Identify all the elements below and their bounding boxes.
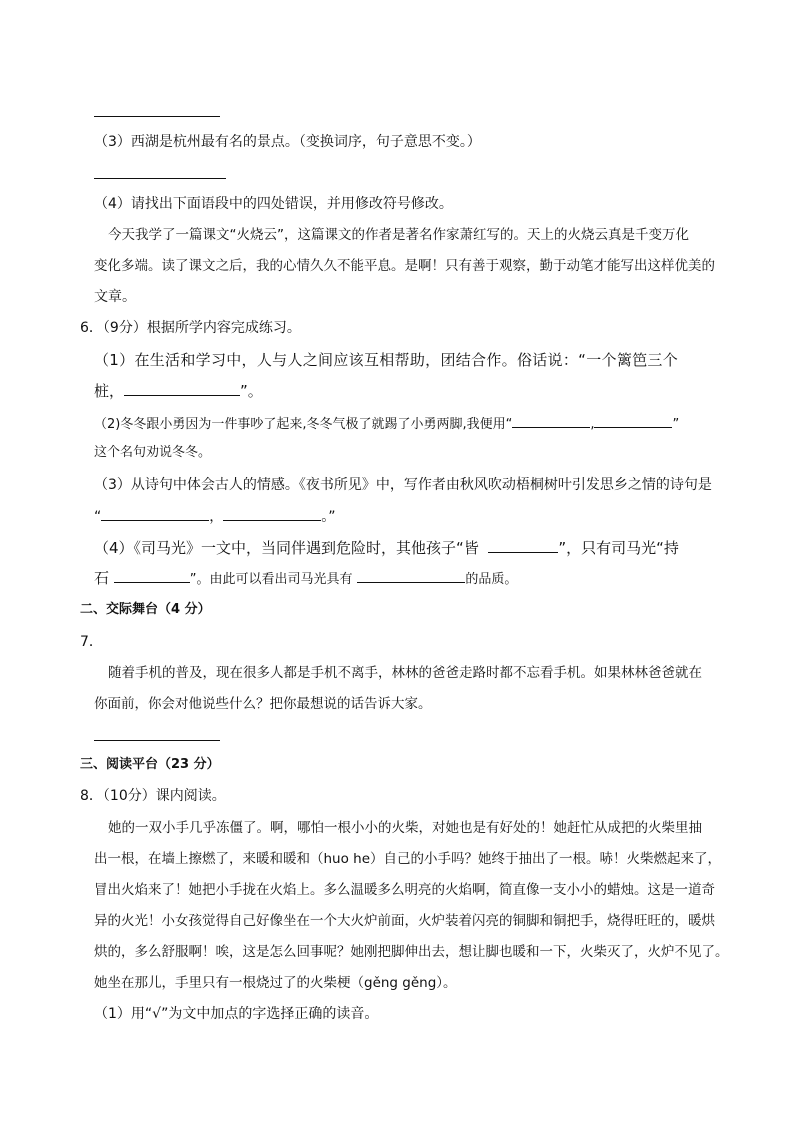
q8-sub1: （1）用“√”为文中加点的字选择正确的读音。 xyxy=(94,1006,379,1022)
q5-para-line: 今天我学了一篇课文“火烧云”，这篇课文的作者是著名作家萧红写的。天上的火烧云真是千变万化 xyxy=(108,227,689,243)
q6-item2-line2: 这个名句劝说冬冬。 xyxy=(94,445,212,460)
fill-blank[interactable] xyxy=(101,505,209,521)
reading-para-line: 她的一双小手几乎冻僵了。啊，哪怕一根小小的火柴，对她也是有好处的！她赶忙从成把的火柴里抽 xyxy=(108,820,702,836)
q6-item1-text: 桩， xyxy=(94,382,125,400)
q6-item4-text: ”，只有司马光“持 xyxy=(558,539,679,557)
answer-line[interactable] xyxy=(94,116,220,117)
q6-item1-line1: （1）在生活和学习中，人与人之间应该互相帮助，团结合作。俗话说：“一个篱笆三个 xyxy=(94,351,679,369)
q8-heading: 8．（10分）课内阅读。 xyxy=(80,788,226,804)
q6-item2-text: （2)冬冬跟小勇因为一件事吵了起来,冬冬气极了就踢了小勇两脚,我便用“ xyxy=(94,417,513,432)
q5-para-line: 变化多端。读了课文之后，我的心情久久不能平息。是啊！只有善于观察，勤于动笔才能写出这样优美的 xyxy=(94,258,715,274)
reading-para-line: 冒出火焰来了！她把小手拢在火焰上。多么温暖多么明亮的火焰啊，简直像一支小小的蜡烛。这是一道奇 xyxy=(94,882,715,898)
q6-item3-text: ， xyxy=(209,509,224,525)
section-title: 三、阅读平台（23 分） xyxy=(80,757,220,772)
q6-item4-text: 石 xyxy=(94,569,110,587)
q6-item2-text: , xyxy=(590,417,595,432)
fill-blank[interactable] xyxy=(512,412,590,428)
q6-item4-line2 xyxy=(94,567,517,590)
q6-item4-line1 xyxy=(94,537,679,558)
reading-para-line: 她坐在那儿，手里只有一根烧过了的火柴梗（gěng gěng）。 xyxy=(94,975,457,991)
fill-blank[interactable] xyxy=(357,567,465,583)
q6-item1-text: ”。 xyxy=(240,382,263,400)
answer-line[interactable] xyxy=(94,178,226,179)
fill-blank[interactable] xyxy=(114,567,190,583)
q5-item3: （3）西湖是杭州最有名的景点。（变换词序，句子意思不变。） xyxy=(94,134,481,150)
reading-para-line: 异的火光！小女孩觉得自己好像坐在一个大火炉前面，火炉装着闪亮的铜脚和铜把手，烧得旺旺的，暖烘 xyxy=(94,913,715,929)
q6-item4-text: ”。由此可以看出司马光具有 xyxy=(189,572,353,587)
answer-line[interactable] xyxy=(94,740,220,741)
q6-item3-line2 xyxy=(94,505,336,527)
q6-item2-text: ” xyxy=(672,417,680,432)
q7-number: 7． xyxy=(80,634,103,650)
q6-item2-line1 xyxy=(94,412,679,435)
reading-para-line: 烘的，多么舒服啊！唉，这是怎么回事呢？她刚把脚伸出去，想让脚也暖和一下，火柴灭了，火炉不见了。 xyxy=(94,944,729,960)
fill-blank[interactable] xyxy=(223,505,321,521)
q7-para-line: 你面前，你会对他说些什么？把你最想说的话告诉大家。 xyxy=(94,696,432,712)
q5-item4: （4）请找出下面语段中的四处错误，并用修改符号修改。 xyxy=(94,196,453,212)
q6-heading: 6．（9分）根据所学内容完成练习。 xyxy=(80,320,301,336)
reading-para-line: 出一根，在墙上擦燃了，来暖和暖和（huo he）自己的小手吗？她终于抽出了一根。哧！火柴燃起来了， xyxy=(94,851,722,867)
q5-para-line: 文章。 xyxy=(94,289,136,305)
q6-item3-text: “ xyxy=(94,509,102,525)
q7-para-line: 随着手机的普及，现在很多人都是手机不离手，林林的爸爸走路时都不忘看手机。如果林林爸爸就在 xyxy=(108,665,702,681)
q6-item4-text: 的品质。 xyxy=(465,572,518,587)
q6-item1-line2 xyxy=(94,380,263,401)
fill-blank[interactable] xyxy=(124,380,240,396)
fill-blank[interactable] xyxy=(488,537,558,553)
section-title: 二、交际舞台（4 分） xyxy=(80,602,211,617)
q6-item3-line1: （3）从诗句中体会古人的情感。《夜书所见》中，写作者由秋风吹动梧桐树叶引发思乡之情的诗句是 xyxy=(94,477,712,493)
fill-blank[interactable] xyxy=(594,412,672,428)
q6-item4-text: （4）《司马光》一文中，当同伴遇到危险时，其他孩子“皆 xyxy=(94,539,479,557)
q6-item3-text: 。” xyxy=(321,509,336,525)
